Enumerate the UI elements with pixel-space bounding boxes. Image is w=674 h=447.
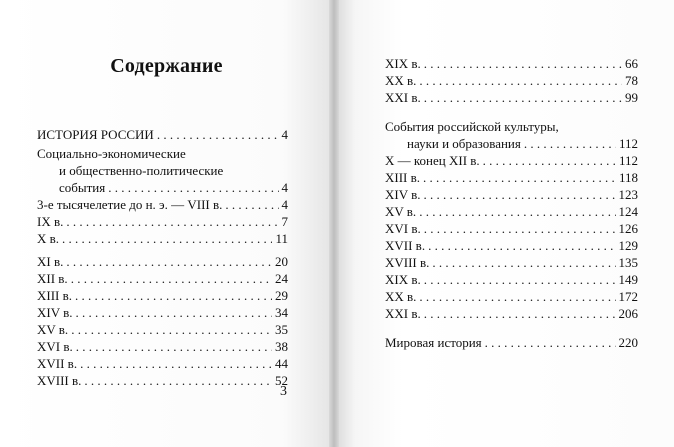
- leader-dots: [75, 287, 272, 304]
- toc-entry-page: 129: [618, 238, 638, 253]
- leader-dots: [157, 126, 279, 143]
- toc-entry-page: 112: [618, 136, 638, 151]
- toc-entry-title: XV в.: [385, 204, 417, 219]
- toc-entry-title: XIX в.: [385, 272, 421, 287]
- toc-entry[interactable]: [37, 145, 288, 196]
- toc-entry-title-cont: науки и образования: [407, 136, 521, 151]
- toc-entry[interactable]: [385, 203, 638, 220]
- toc-entry-title: 3-е тысячелетие до н. э. — VIII в.: [37, 197, 223, 212]
- toc-entry-page: 52: [275, 373, 288, 388]
- toc-entry[interactable]: [385, 118, 638, 152]
- toc-entry-title: XIV в.: [385, 187, 421, 202]
- toc-entry-page: 34: [275, 305, 288, 320]
- toc-entry-title: XX в.: [385, 289, 417, 304]
- leader-dots: [424, 89, 622, 106]
- toc-entry[interactable]: [385, 186, 638, 203]
- toc-entry-title: IX в.: [37, 214, 64, 229]
- toc-entry[interactable]: [385, 152, 638, 169]
- toc-entry-page: 24: [275, 271, 288, 286]
- page-title: Содержание: [110, 55, 223, 77]
- toc-entry[interactable]: [385, 169, 638, 186]
- toc-entry-title-cont: события: [59, 180, 106, 195]
- toc-entry[interactable]: [385, 220, 638, 237]
- toc-entry-title: XVI в.: [37, 339, 73, 354]
- toc-entry-title: X — конец XII в.: [385, 153, 480, 168]
- toc-entry-title: Социально-экономические: [37, 146, 186, 161]
- leader-dots: [428, 237, 615, 254]
- toc-entry[interactable]: [385, 72, 638, 89]
- toc-entry-page: 11: [275, 231, 288, 246]
- toc-entry-title: XVI в.: [385, 221, 421, 236]
- toc-entry-title: ИСТОРИЯ РОССИИ: [37, 127, 154, 142]
- toc-entry-page: 118: [618, 170, 638, 185]
- toc-entry[interactable]: [37, 304, 288, 321]
- toc-entry[interactable]: [37, 230, 288, 247]
- toc-entry[interactable]: [37, 287, 288, 304]
- toc-entry[interactable]: [37, 321, 288, 338]
- toc-entry-page: 126: [618, 221, 638, 236]
- leader-dots: [432, 254, 615, 271]
- toc-entry[interactable]: [37, 253, 288, 270]
- leader-dots: [424, 186, 616, 203]
- leader-dots: [483, 152, 616, 169]
- toc-entry[interactable]: [37, 270, 288, 287]
- toc-entry-title: События российской культуры,: [385, 119, 559, 134]
- page-number: 3: [280, 384, 287, 399]
- toc-entry[interactable]: [385, 237, 638, 254]
- toc-right-column: [385, 55, 638, 351]
- toc-entry-page: 149: [618, 272, 638, 287]
- toc-entry-title: XVIII в.: [385, 255, 430, 270]
- leader-dots: [76, 304, 272, 321]
- toc-entry-page: 112: [618, 153, 638, 168]
- toc-entry[interactable]: [385, 89, 638, 106]
- leader-dots: [76, 338, 272, 355]
- toc-entry[interactable]: [385, 334, 638, 351]
- leader-dots: [419, 288, 615, 305]
- toc-entry-page: 123: [618, 187, 638, 202]
- leader-dots: [424, 220, 616, 237]
- leader-dots: [225, 196, 278, 213]
- leader-dots: [71, 321, 272, 338]
- toc-entry-page: 135: [618, 255, 638, 270]
- leader-dots: [424, 55, 622, 72]
- leader-dots: [66, 253, 272, 270]
- leader-dots: [84, 372, 272, 389]
- toc-entry[interactable]: [37, 338, 288, 355]
- toc-entry-page: 4: [281, 127, 288, 142]
- toc-entry-title: XVIII в.: [37, 373, 82, 388]
- toc-entry-page: 38: [275, 339, 288, 354]
- leader-dots: [62, 230, 272, 247]
- toc-entry-page: 4: [281, 180, 288, 195]
- leader-dots: [419, 72, 622, 89]
- toc-left-column: [37, 126, 288, 389]
- toc-entry-title: XIII в.: [37, 288, 73, 303]
- leader-dots: [80, 355, 272, 372]
- toc-entry-title: Мировая история: [385, 335, 482, 350]
- leader-dots: [423, 169, 616, 186]
- toc-entry-title: X в.: [37, 231, 60, 246]
- toc-entry-title: XX в.: [385, 73, 417, 88]
- toc-entry[interactable]: [37, 372, 288, 389]
- toc-entry-title: XVII в.: [385, 238, 426, 253]
- toc-entry-page: 44: [275, 356, 288, 371]
- toc-entry-title: XVII в.: [37, 356, 78, 371]
- toc-entry-title: XI в.: [37, 254, 64, 269]
- leader-dots: [424, 271, 616, 288]
- toc-entry-title: XIV в.: [37, 305, 73, 320]
- toc-entry[interactable]: [37, 355, 288, 372]
- toc-entry[interactable]: [385, 305, 638, 322]
- toc-entry-page: 20: [275, 254, 288, 269]
- leader-dots: [424, 305, 616, 322]
- toc-entry-title-cont: и общественно-политические: [59, 163, 224, 178]
- toc-entry[interactable]: [385, 254, 638, 271]
- toc-entry[interactable]: [385, 271, 638, 288]
- toc-entry[interactable]: [37, 213, 288, 230]
- leader-dots: [419, 203, 615, 220]
- leader-dots: [108, 179, 278, 196]
- leader-dots: [485, 334, 616, 351]
- toc-entry-title: XII в.: [37, 271, 68, 286]
- toc-entry[interactable]: [385, 288, 638, 305]
- toc-entry[interactable]: [37, 196, 288, 213]
- toc-entry-page: 66: [625, 56, 638, 71]
- toc-entry-title: XV в.: [37, 322, 69, 337]
- toc-entry-title: XIII в.: [385, 170, 421, 185]
- toc-entry-page: 220: [618, 335, 638, 350]
- toc-entry[interactable]: [37, 126, 288, 143]
- toc-entry-page: 78: [625, 73, 638, 88]
- toc-entry-title: XIX в.: [385, 56, 421, 71]
- toc-entry-title: XXI в.: [385, 306, 421, 321]
- leader-dots: [66, 213, 278, 230]
- leader-dots: [71, 270, 272, 287]
- toc-entry-page: 4: [281, 197, 288, 212]
- toc-entry-page: 29: [275, 288, 288, 303]
- toc-entry-page: 206: [618, 306, 638, 321]
- toc-entry[interactable]: [385, 55, 638, 72]
- toc-entry-page: 99: [625, 90, 638, 105]
- leader-dots: [524, 135, 616, 152]
- toc-entry-title: XXI в.: [385, 90, 421, 105]
- toc-entry-page: 7: [281, 214, 288, 229]
- toc-entry-page: 172: [618, 289, 638, 304]
- toc-entry-page: 35: [275, 322, 288, 337]
- toc-entry-page: 124: [618, 204, 638, 219]
